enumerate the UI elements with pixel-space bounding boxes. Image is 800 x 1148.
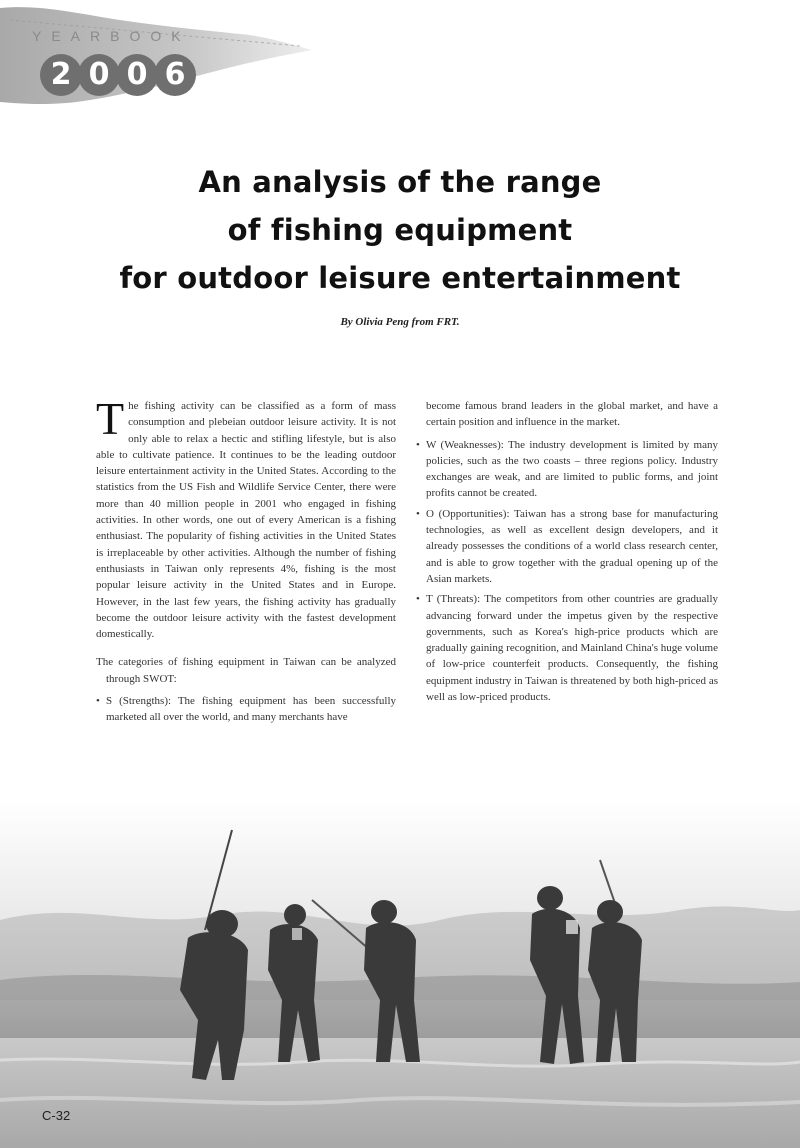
year-digit: 2 (40, 54, 82, 96)
swot-strengths-continued: become famous brand leaders in the global market, and have a certain position and influence in the market. (426, 400, 718, 429)
swot-list-left (96, 693, 396, 726)
drop-cap: T (96, 393, 125, 444)
swot-opportunities: • O (Opportunities): Taiwan has a strong base for manufacturing technologies, as well as excellent design developers, and it already possesses the conditions of a world class research center, and is able to grow together with the gradual opening up of the Asian markets. (416, 506, 718, 587)
yearbook-year-badge (40, 54, 220, 98)
swot-intro: The categories of fishing equipment in Taiwan can be analyzed through SWOT: (96, 656, 396, 685)
title-line: for outdoor leisure entertainment (119, 261, 681, 295)
article-title (0, 158, 800, 302)
year-digit: 0 (78, 54, 120, 96)
page-number: C-32 (42, 1108, 71, 1123)
title-line: of fishing equipment (227, 213, 573, 247)
title-line: An analysis of the range (198, 165, 602, 199)
right-column (416, 398, 718, 705)
intro-paragraph (96, 393, 396, 642)
swot-strengths: • S (Strengths): The fishing equipment has been successfully marketed all over the world, and many merchants have (96, 693, 396, 726)
swot-list-right (416, 437, 718, 706)
yearbook-label: YEARBOOK (32, 28, 191, 44)
anglers-photo (0, 800, 800, 1148)
byline: By Olivia Peng from FRT. (340, 316, 460, 328)
intro-text: he fishing activity can be classified as a form of mass consumption and plebeian outdoor leisure activity. It is not only able to relax a hectic and stifling lifestyle, but is also able to cultivate patience. It continues to be the leading outdoor leisure entertainment activity in the United States. According to the statistics from the US Fish and Wildlife Service Center, there were more than 40 million people in 2001 who engaged in fishing activities. In other words, one out of every American is a fishing enthusiast. The popularity of fishing activities in the United States is irreplaceable by other activities. Although the number of fishing enthusiasts in Taiwan only represents 4%, fishing is the most popular leisure activity in the United States and in Europe. However, in the last few years, the fishing activity has gradually become the outdoor leisure activity with the fastest development domestically. (96, 400, 396, 641)
left-column (96, 393, 396, 726)
year-digit: 0 (116, 54, 158, 96)
year-digit: 6 (154, 54, 196, 96)
swot-weaknesses: • W (Weaknesses): The industry development is limited by many policies, such as the two coasts – three regions policy. Industry exchanges are weak, and are limited to public forms, and joint profits cannot be created. (416, 437, 718, 502)
swot-threats: • T (Threats): The competitors from other countries are gradually advancing forward under the impetus given by the respective governments, such as Korea's high-price products which are gradually gaining recognition, and Mainland China's huge volume of low-price counterfeit products. Consequently, the fishing equipment industry in Taiwan is threatened by both high-priced as well as low-priced products. (416, 591, 718, 705)
